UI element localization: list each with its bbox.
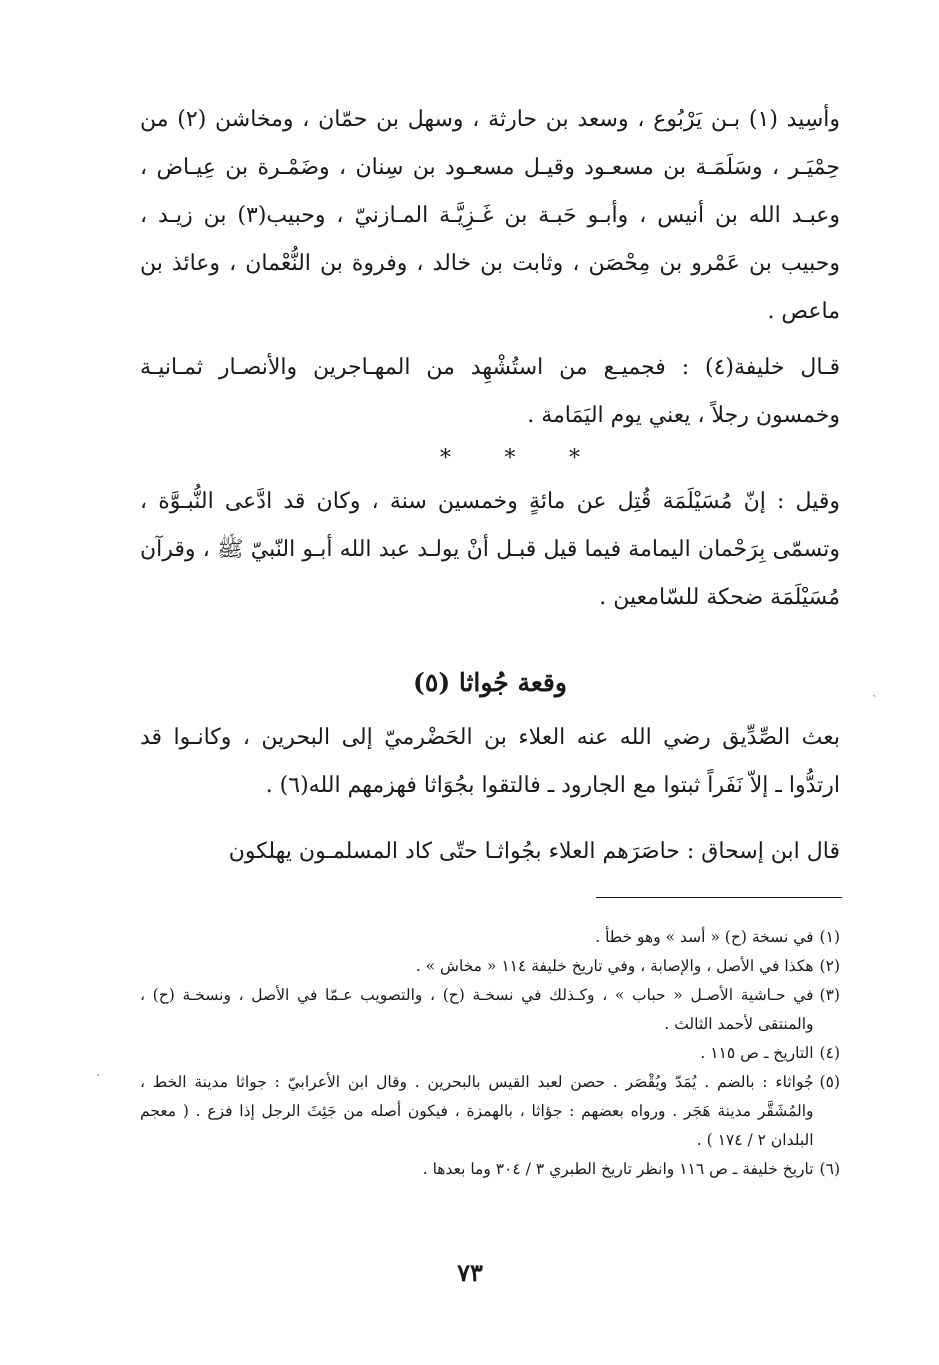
- footnote: [140, 952, 840, 981]
- paragraph-ibn-ishaq: قال ابن إسحاق : حاصَرَهم العلاء بجُواثـا حتّى كاد المسلمـون يهلكون: [228, 839, 840, 864]
- footnote-number: (٤): [819, 1044, 840, 1062]
- scan-speck: ˎ: [872, 682, 877, 698]
- paragraph-musaylima: وقيل : إنّ مُسَيْلَمَة قُتِل عن مائةٍ وخمسين سنة ، وكان قد ادَّعى النُّبـوَّة ، وتسمّى بِرَحْمان اليمامة فيما قيل قبـل أنْ يولـد عبد الله أبـو النّبيّ ﷺ ، وقرآن مُسَيْلَمَة ضحكة للسّامعين .: [140, 489, 840, 610]
- footnotes-list: [140, 923, 840, 1184]
- section-separator: [440, 446, 580, 471]
- footnote-number: (٣): [819, 986, 840, 1004]
- paragraph-khalifa-count: قـال خليفة(٤) : فجميـع من استُشْهِد من المهـاجرين والأنصـار ثمـانيـة وخمسون رجلاً ، يعني يوم اليَمَامة .: [140, 355, 840, 428]
- footnote-text: هكذا في الأصل ، والإصابة ، وفي تاريخ خليفة ١١٤ « مخاش » .: [415, 957, 814, 975]
- footnote: [140, 1155, 840, 1184]
- footnote-number: (٥): [819, 1073, 840, 1091]
- separator-star: *: [569, 446, 580, 471]
- footnote-number: (١): [819, 928, 840, 946]
- paragraph-martyrs-list: وأسِيد (١) بـن يَرْبُوع ، وسعد بن حارثة ، وسهل بن حمّان ، ومخاشن (٢) من حِمْيَـر ، وسَلَمَـة بن مسعـود وقيـل مسعـود بن سِنان ، وضَمْـرة بن عِيـاض ، وعبـد الله بن أنيس ، وأبـو حَبـة بن غَـزِيَّـة المـازنيّ ، وحبيب(٣) بن زيـد ، وحبيب بن عَمْرو بن مِحْصَن ، وثابت بن خالد ، وفروة بن النُّعْمان ، وعائذ بن ماعص .: [140, 107, 841, 324]
- footnote-text: تاريخ خليفة ـ ص ١١٦ وانظر تاريخ الطبري ٣ / ٣٠٤ وما بعدها .: [422, 1160, 814, 1178]
- footnote: [140, 1068, 840, 1155]
- footnote-text: التاريخ ـ ص ١١٥ .: [700, 1044, 814, 1062]
- footnote-text: في حـاشية الأصـل « حباب » ، وكـذلك في نسخـة (ح) ، والتصويب عـمّا في الأصل ، ونسخـة (ح) ، والمنتقى لأحمد الثالث .: [140, 986, 814, 1033]
- paragraph-jawatha-battle: بعث الصِّدِّيق رضي الله عنه العلاء بن الحَضْرميّ إلى البحرين ، وكانـوا قد ارتدُّوا ـ إلاّ نَفَراً ثبتوا مع الجارود ـ فالتقوا بجُوَاثا فهزمهم الله(٦) .: [140, 725, 840, 798]
- page-number: ٧٣: [457, 1258, 483, 1287]
- footnote: [140, 981, 840, 1039]
- separator-star: *: [440, 446, 451, 471]
- footnote: [140, 1039, 840, 1068]
- separator-star: *: [504, 446, 516, 471]
- footnote-text: جُواثاء : بالضم . يُمَدّ ويُقْصَر . حصن لعبد القيس بالبحرين . وقال ابن الأعرابيّ : جواثا مدينة الخط ، والمُشَقَّر مدينة هَجَر . ورواه بعضهم : جؤاثا ، بالهمزة ، فيكون أصله من جَئِثَ الرجل إذا فزع . ( معجم البلدان ٢ / ١٧٤ ) .: [140, 1073, 814, 1149]
- footnote-number: (٦): [819, 1160, 840, 1178]
- footnote-divider: [596, 897, 842, 898]
- scan-speck: ·: [96, 1068, 101, 1084]
- footnote-number: (٢): [819, 957, 840, 975]
- section-heading: وقعة جُواثا (٥): [413, 668, 567, 697]
- footnote: [140, 923, 840, 952]
- footnote-text: في نسخة (ح) « أسد » وهو خطأ .: [595, 928, 814, 946]
